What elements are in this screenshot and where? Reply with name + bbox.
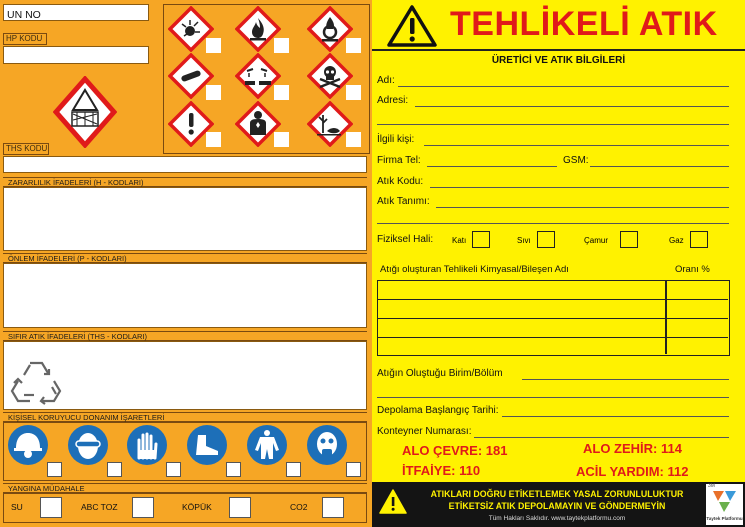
safety-boots-icon <box>186 424 228 466</box>
h-codes-field[interactable] <box>3 187 367 251</box>
fire-abc-checkbox[interactable] <box>132 497 154 518</box>
alo-zehir-label: ALO ZEHİR: <box>583 441 658 456</box>
left-panel <box>0 0 372 527</box>
health-hazard-checkbox[interactable] <box>274 132 289 147</box>
right-panel <box>372 0 745 527</box>
itfaiye-number: 110 <box>459 463 481 478</box>
flammable-checkbox[interactable] <box>274 38 289 53</box>
chemical-table <box>377 280 730 356</box>
birim-line[interactable] <box>522 379 729 380</box>
acil-yardim-number: 112 <box>667 464 689 479</box>
hp-kodu-field[interactable] <box>3 46 149 64</box>
gas-mask-checkbox[interactable] <box>346 462 361 477</box>
atik-tanimi-line-2[interactable] <box>377 223 729 224</box>
fire-option-su: SU <box>11 502 23 512</box>
state-gaz-checkbox[interactable] <box>690 231 708 248</box>
title-divider <box>372 49 745 51</box>
h-codes-title: ZARARLILIK İFADELERİ (H - KODLARI) <box>3 177 367 187</box>
exclamation-checkbox[interactable] <box>206 132 221 147</box>
protective-suit-checkbox[interactable] <box>286 462 301 477</box>
ilgili-kisi-line[interactable] <box>424 145 729 146</box>
fire-option-kopuk: KÖPÜK <box>182 502 212 512</box>
table-col1-header: Atığı oluşturan Tehlikeli Kimyasal/Bileşen Adı <box>380 264 569 275</box>
environment-checkbox[interactable] <box>346 132 361 147</box>
fire-title: YANGINA MÜDAHALE <box>3 483 367 493</box>
birim-line-2[interactable] <box>377 397 729 398</box>
acil-yardim-label: ACİL YARDIM: <box>576 464 664 479</box>
footer-bar <box>372 482 745 527</box>
footer-line1: ATIKLARI DOĞRU ETİKETLEMEK YASAL ZORUNLULUKTUR <box>430 489 684 499</box>
subtitle: ÜRETİCİ VE ATIK BİLGİLERİ <box>491 55 626 66</box>
itfaiye <box>402 463 480 478</box>
atik-tanimi-line[interactable] <box>436 207 729 208</box>
goggles-checkbox[interactable] <box>107 462 122 477</box>
gas-mask-icon <box>306 424 348 466</box>
footer-line2: ETİKETSİZ ATIK DEPOLAMAYIN VE GÖNDERMEYİN <box>448 501 666 511</box>
warning-triangle-icon <box>386 4 438 48</box>
adi-line[interactable] <box>398 86 729 87</box>
ths-kodu-label: THS KODU <box>6 144 48 153</box>
fire-option-abc: ABC TOZ <box>81 502 118 512</box>
hp-kodu-label: HP KODU <box>6 34 43 43</box>
table-row[interactable] <box>378 299 728 300</box>
state-gaz-label: Gaz <box>669 236 684 245</box>
depolama-line[interactable] <box>502 416 729 417</box>
fire-kopuk-checkbox[interactable] <box>229 497 251 518</box>
state-kati-checkbox[interactable] <box>472 231 490 248</box>
p-codes-title: ÖNLEM İFADELERİ (P - KODLARI) <box>3 253 367 263</box>
itfaiye-label: İTFAİYE: <box>402 463 456 478</box>
ilgili-kisi-label: İlgili kişi: <box>377 134 415 145</box>
depolama-label: Depolama Başlangıç Tarihi: <box>377 405 499 416</box>
un-no-field[interactable] <box>3 4 149 21</box>
table-col2-header: Oranı % <box>675 264 710 275</box>
alo-zehir <box>583 441 682 456</box>
atik-kodu-line[interactable] <box>430 187 729 188</box>
ths-kodu-field[interactable] <box>3 156 367 173</box>
birim-label: Atığın Oluştuğu Birim/Bölüm <box>377 368 503 379</box>
p-codes-field[interactable] <box>3 263 367 328</box>
fiziksel-hali-label: Fiziksel Hali: <box>377 234 434 245</box>
footer-rights: Tüm Hakları Saklıdır. www.taytekplatformu.com <box>488 515 626 522</box>
alo-cevre <box>402 443 508 458</box>
fire-co2-checkbox[interactable] <box>322 497 344 518</box>
state-kati-label: Katı <box>452 236 467 245</box>
state-camur-label: Çamur <box>584 236 609 245</box>
un-no-label: UN NO <box>7 9 41 21</box>
fire-su-checkbox[interactable] <box>40 497 62 518</box>
firma-tel-label: Firma Tel: <box>377 155 421 166</box>
adresi-line[interactable] <box>415 106 729 107</box>
oxidizer-checkbox[interactable] <box>346 38 361 53</box>
state-sivi-label: Sıvı <box>517 236 531 245</box>
helmet-icon <box>7 424 49 466</box>
footer-warning-icon <box>378 488 408 515</box>
table-row[interactable] <box>378 337 728 338</box>
alo-cevre-label: ALO ÇEVRE: <box>402 443 483 458</box>
protective-suit-icon <box>246 424 288 466</box>
safety-boots-checkbox[interactable] <box>226 462 241 477</box>
recycle-icon <box>8 357 64 405</box>
adresi-line-2[interactable] <box>377 124 729 125</box>
adi-label: Adı: <box>377 75 395 86</box>
firma-tel-line[interactable] <box>427 166 557 167</box>
atik-kodu-label: Atık Kodu: <box>377 176 424 187</box>
alo-zehir-number: 114 <box>661 441 682 456</box>
atik-tanimi-label: Atık Tanımı: <box>377 196 430 207</box>
corrosive-checkbox[interactable] <box>274 85 289 100</box>
logo-top-text: 3M <box>708 483 715 489</box>
explosive-checkbox[interactable] <box>206 38 221 53</box>
fire-option-co2: CO2 <box>290 502 308 512</box>
state-camur-checkbox[interactable] <box>620 231 638 248</box>
hp-kodu-tag <box>3 33 47 45</box>
gas-cylinder-checkbox[interactable] <box>206 85 221 100</box>
goggles-icon <box>67 424 109 466</box>
page-title: TEHLİKELİ ATIK <box>450 5 718 43</box>
logo-bottom-text: Taytek Platformu <box>706 516 743 521</box>
ths-kodu-tag <box>3 143 49 155</box>
taytek-logo <box>706 484 743 525</box>
gsm-label: GSM: <box>563 155 589 166</box>
ppe-title: KİŞİSEL KORUYUCU DONANIM İŞARETLERİ <box>3 412 367 422</box>
ths-codes-title: SIFIR ATIK İFADELERİ (THS - KODLARI) <box>3 331 367 341</box>
gloves-icon <box>126 424 168 466</box>
adresi-label: Adresi: <box>377 95 409 106</box>
konteyner-label: Konteyner Numarası: <box>377 426 472 437</box>
state-sivi-checkbox[interactable] <box>537 231 555 248</box>
gas-diamond-icon <box>53 76 117 148</box>
konteyner-line[interactable] <box>474 437 729 438</box>
table-row[interactable] <box>378 318 728 319</box>
gsm-line[interactable] <box>590 166 729 167</box>
gloves-checkbox[interactable] <box>166 462 181 477</box>
acil-yardim <box>576 464 689 479</box>
helmet-checkbox[interactable] <box>47 462 62 477</box>
logo-mark-icon <box>710 488 739 514</box>
alo-cevre-number: 181 <box>485 443 508 458</box>
toxic-checkbox[interactable] <box>346 85 361 100</box>
